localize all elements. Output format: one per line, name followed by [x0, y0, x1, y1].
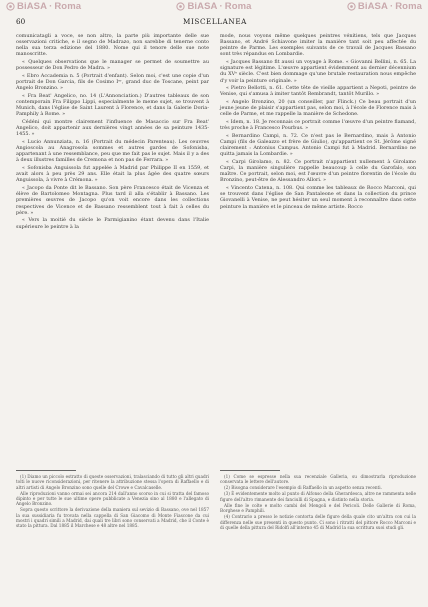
footnote: (2) Bisogna considerare l'esempio di Raffaello in un aspetto senza recenti. — [224, 485, 382, 491]
paragraph: « Lucio Annunziata, n. 16 (Portrait du médecin Parenteau). Les ceuvres Angioscola au Anagrosola sommes et autres gardes de Sofonisba, appartenant à une ressemblance, peu que me fait pas le sujet. Mais il y a des à deux illustres familles de Cremona et non pas de Ferrara. » — [16, 139, 209, 164]
paragraph: « Carpi Girolamo, n. 82. Ce portrait n'appartient nullement à Girolamo Carpi, la manière singulière rappelle beaucoup à celle du Garofalo, son maître. Ce portrait, selon moi, est l'œuvre d'un peintre florentin de l'école du Bronzino, peut-être de Alessandro Allori. » — [220, 158, 416, 184]
left-text-column — [16, 33, 209, 231]
paragraph: « Angelo Bronzino, 20 (un conseiller, par Flinck.) Ce beau portrait d'un jeune jeune de plaisir s'appartient pas, selon moi, à l'école de Florence mais à celle de Parme, et me rappelle la manière de Schedone. — [220, 99, 416, 118]
watermark-separator: · — [389, 1, 394, 12]
paragraph: « Bernardino Campi, n. 72. Ce n'est pas le Bernardino, mais à Antonio Campi (fils de Galeazzo et frère de Giulio), qu'appartient ce St. Jérôme signé clairement : Antonius Campus. Antonio Campi fut à Madrid. Bernardino ne quitta jamais la Lombardie. » — [220, 132, 416, 158]
right-text-column — [220, 33, 416, 211]
paragraph: « Jacopo da Ponte dit le Bassano. Son père Francesco était de Vicenza et élève de Bartolomeo Montagna. Plus tard il alla s'établir à Bassano. Les premières œuvres de Jacopo qu'on voit encore dans les collections respectives de Vicence et de Bassano ressemblent tout à fait à celles du père. » — [16, 185, 209, 216]
watermark-seal-icon — [176, 2, 185, 11]
paragraph: « Sofonisba Anguissola fut appelée à Madrid par Philippe II en 1559, et avait alors à peu près 29 ans. Elle était la plus âgée des quatre sœurs Anguissola, à vivre à Crémona. » — [16, 165, 209, 184]
paragraph: « Quelques observations que le manager se permet de soumettre au possesseur de Don Pedro de Madra. » — [16, 59, 209, 72]
watermark-center — [176, 1, 251, 12]
watermark-brand: BiASA — [187, 1, 218, 12]
paragraph: comunicatagli a voce, se non altro, la parte più importante delle sue osservazioni critiche, e il segno de Madrazo, non sarebbe di tenerne conto nella sua terza edizione del 1880. Nome qui il tenore delle sue note manoscritte. — [16, 33, 209, 58]
watermark-left — [6, 1, 81, 12]
left-footnotes — [16, 470, 209, 529]
paragraph: « Jacques Bassano fit aussi un voyage à Rome. « Giovanni Bellini, n. 65. La signature est légitime. L'œuvre appartient évidemment au dernier décennium du XVᵉ siècle. C'est bien dommage qu'une brutale restauration nous empêche d'y voir la peinture originale. » — [220, 59, 416, 84]
watermark-brand: BiASA — [357, 1, 388, 12]
right-footnotes — [220, 470, 416, 531]
paragraph: Cédéni qui montre clairement l'influence de Masaccio sur Fra Beat' Angelico, doit appartenir aux dernières vingt années de sa peinture 1435-1455. » — [16, 119, 209, 138]
footnote: Alle riproduzioni vanno ormai sei ancora 214 dall'anno scorso in cui si tratta del famoso dipinto e per tutte le sue ultime opere pubblicate a Venezia sino al 1880 e l'allegato di Angelo Bronzino. — [16, 490, 209, 507]
watermark-sigla: Roma — [395, 1, 422, 12]
watermark-sigla: Roma — [224, 1, 252, 12]
watermark-brand: BiASA — [17, 1, 48, 12]
paragraph: « Pietro Bellotti, n. 61. Cette tête de vieille appartient a Nepoti, peintre de Venise, qui s'amusa à imiter tantôt Rembrandt, tantôt Murillo. » — [220, 85, 416, 98]
watermark-separator: · — [49, 1, 53, 12]
footnote: (1) Come se espresse nella sua recenziale Galleria, su dimostrarla riproduzione conservata le lettere dell'autore. — [220, 474, 416, 485]
running-head — [16, 17, 414, 27]
footnote: Alle fine le colte e molto cambi del Mengoli e del Pericoli. Delle Gallerie di Roma, Borghese e Pamphili. — [220, 502, 416, 514]
watermark-banner — [0, 0, 428, 16]
footnote: (1) Diamo un piccolo estratto di queste osservazioni, tralasciando di tutto gli altri quadri tolti le nuove riconsiderazioni, per ritenere la attribuzione stessa l'opera di Raffaello e di altri artisti di Angelo Bronzino sono quelle del Crowe e Cavalcaselle. — [16, 474, 209, 490]
watermark-right — [347, 1, 422, 12]
running-title: MISCELLANEA — [183, 17, 247, 26]
footnote: (3) È evidentemente molto al punto di Alfonso della Gherardesca, altre ne rammenta nelle figure dell'altro rimanente dei fanciulli di Spagna, e distinto nella storia. — [220, 491, 416, 502]
watermark-seal-icon — [347, 2, 356, 11]
paragraph: « Fra Beat' Angelico, no. 14 (L'Annonciation.) D'autres tableaux de son contemporain Fra Filippo Lippi, especialmente le meme sujet, se trouvent à Munich, dans l'église de Saint Laurent à Florence, et dans la Galerie Doria-Pamphily à Rome. » — [16, 92, 209, 118]
paragraph: « Vincento Catena, n. 108. Qui comme les tableaux de Rocco Marconi, qui se trouvent dans l'église de San Pantaleone et dans la collection du prince Giovanelli à Venise, ne peut hésiter un seul moment à reconnaître dans cette peinture la manière et le pinceau de même artiste. Rocco — [220, 185, 416, 210]
paragraph: « Vers la moitié du siècle le Parmigianino étant devenu dans l'Italie supérieure le peintre à la — [16, 217, 209, 230]
watermark-separator: · — [219, 1, 223, 12]
footnote-rule — [220, 470, 280, 471]
watermark-seal-icon — [6, 2, 15, 11]
paragraph: « Ebro Accademia n. 5 (Portrait d'enfant). Selon moi, c'est une copie d'un portrait de Don Garcia, fils de Cosimo Iᵉʳ, grand duc de Toscane, peint par Angelo Bronzino. » — [16, 72, 209, 92]
footnote: (4) Contrario a presso le notizie contorta delle figure della quale cito un'altra con cui la differenza nelle sue presenti in questo punto. Ci sono i ritratti del pittore Rocco Marconi e di quelle della pittura del Ridolfi all'interno 45 di Madrid la sua scrittura suoi studi gli. — [220, 514, 416, 530]
footnote: Sopra questo scrittore la derivazione della maniera sul sevizio di Bassano, ove nel 1857 la sua sussidiaria fu trovata nella cappella di San Giacomo di Monte Fiascone da cui mostri i quadri simili a Madrid, dai quali tre libri sono conservati a Madrid, che il Conte è stato la pittura. Dal 1885 il Marchese e 48 altre nel 1885. — [16, 507, 209, 529]
page-number: 60 — [16, 17, 26, 26]
paragraph: « Idem, n. 18. Je reconnais ce portrait comme l'œuvre d'un peintre flamand, très proche à Francesco Pourbus. » — [220, 119, 416, 132]
paragraph: mode, nous voyons même quelques peintres vénitiens, tels que Jacques Bassano, et André Schiavone imiter la manière tant soit peu affectée du peintre de Parme. Les exemples suivants de ce travail de Jacques Bassano sont très répandus en Lombardie. — [220, 33, 416, 58]
footnote-rule — [16, 470, 76, 471]
watermark-sigla: Roma — [54, 1, 82, 12]
